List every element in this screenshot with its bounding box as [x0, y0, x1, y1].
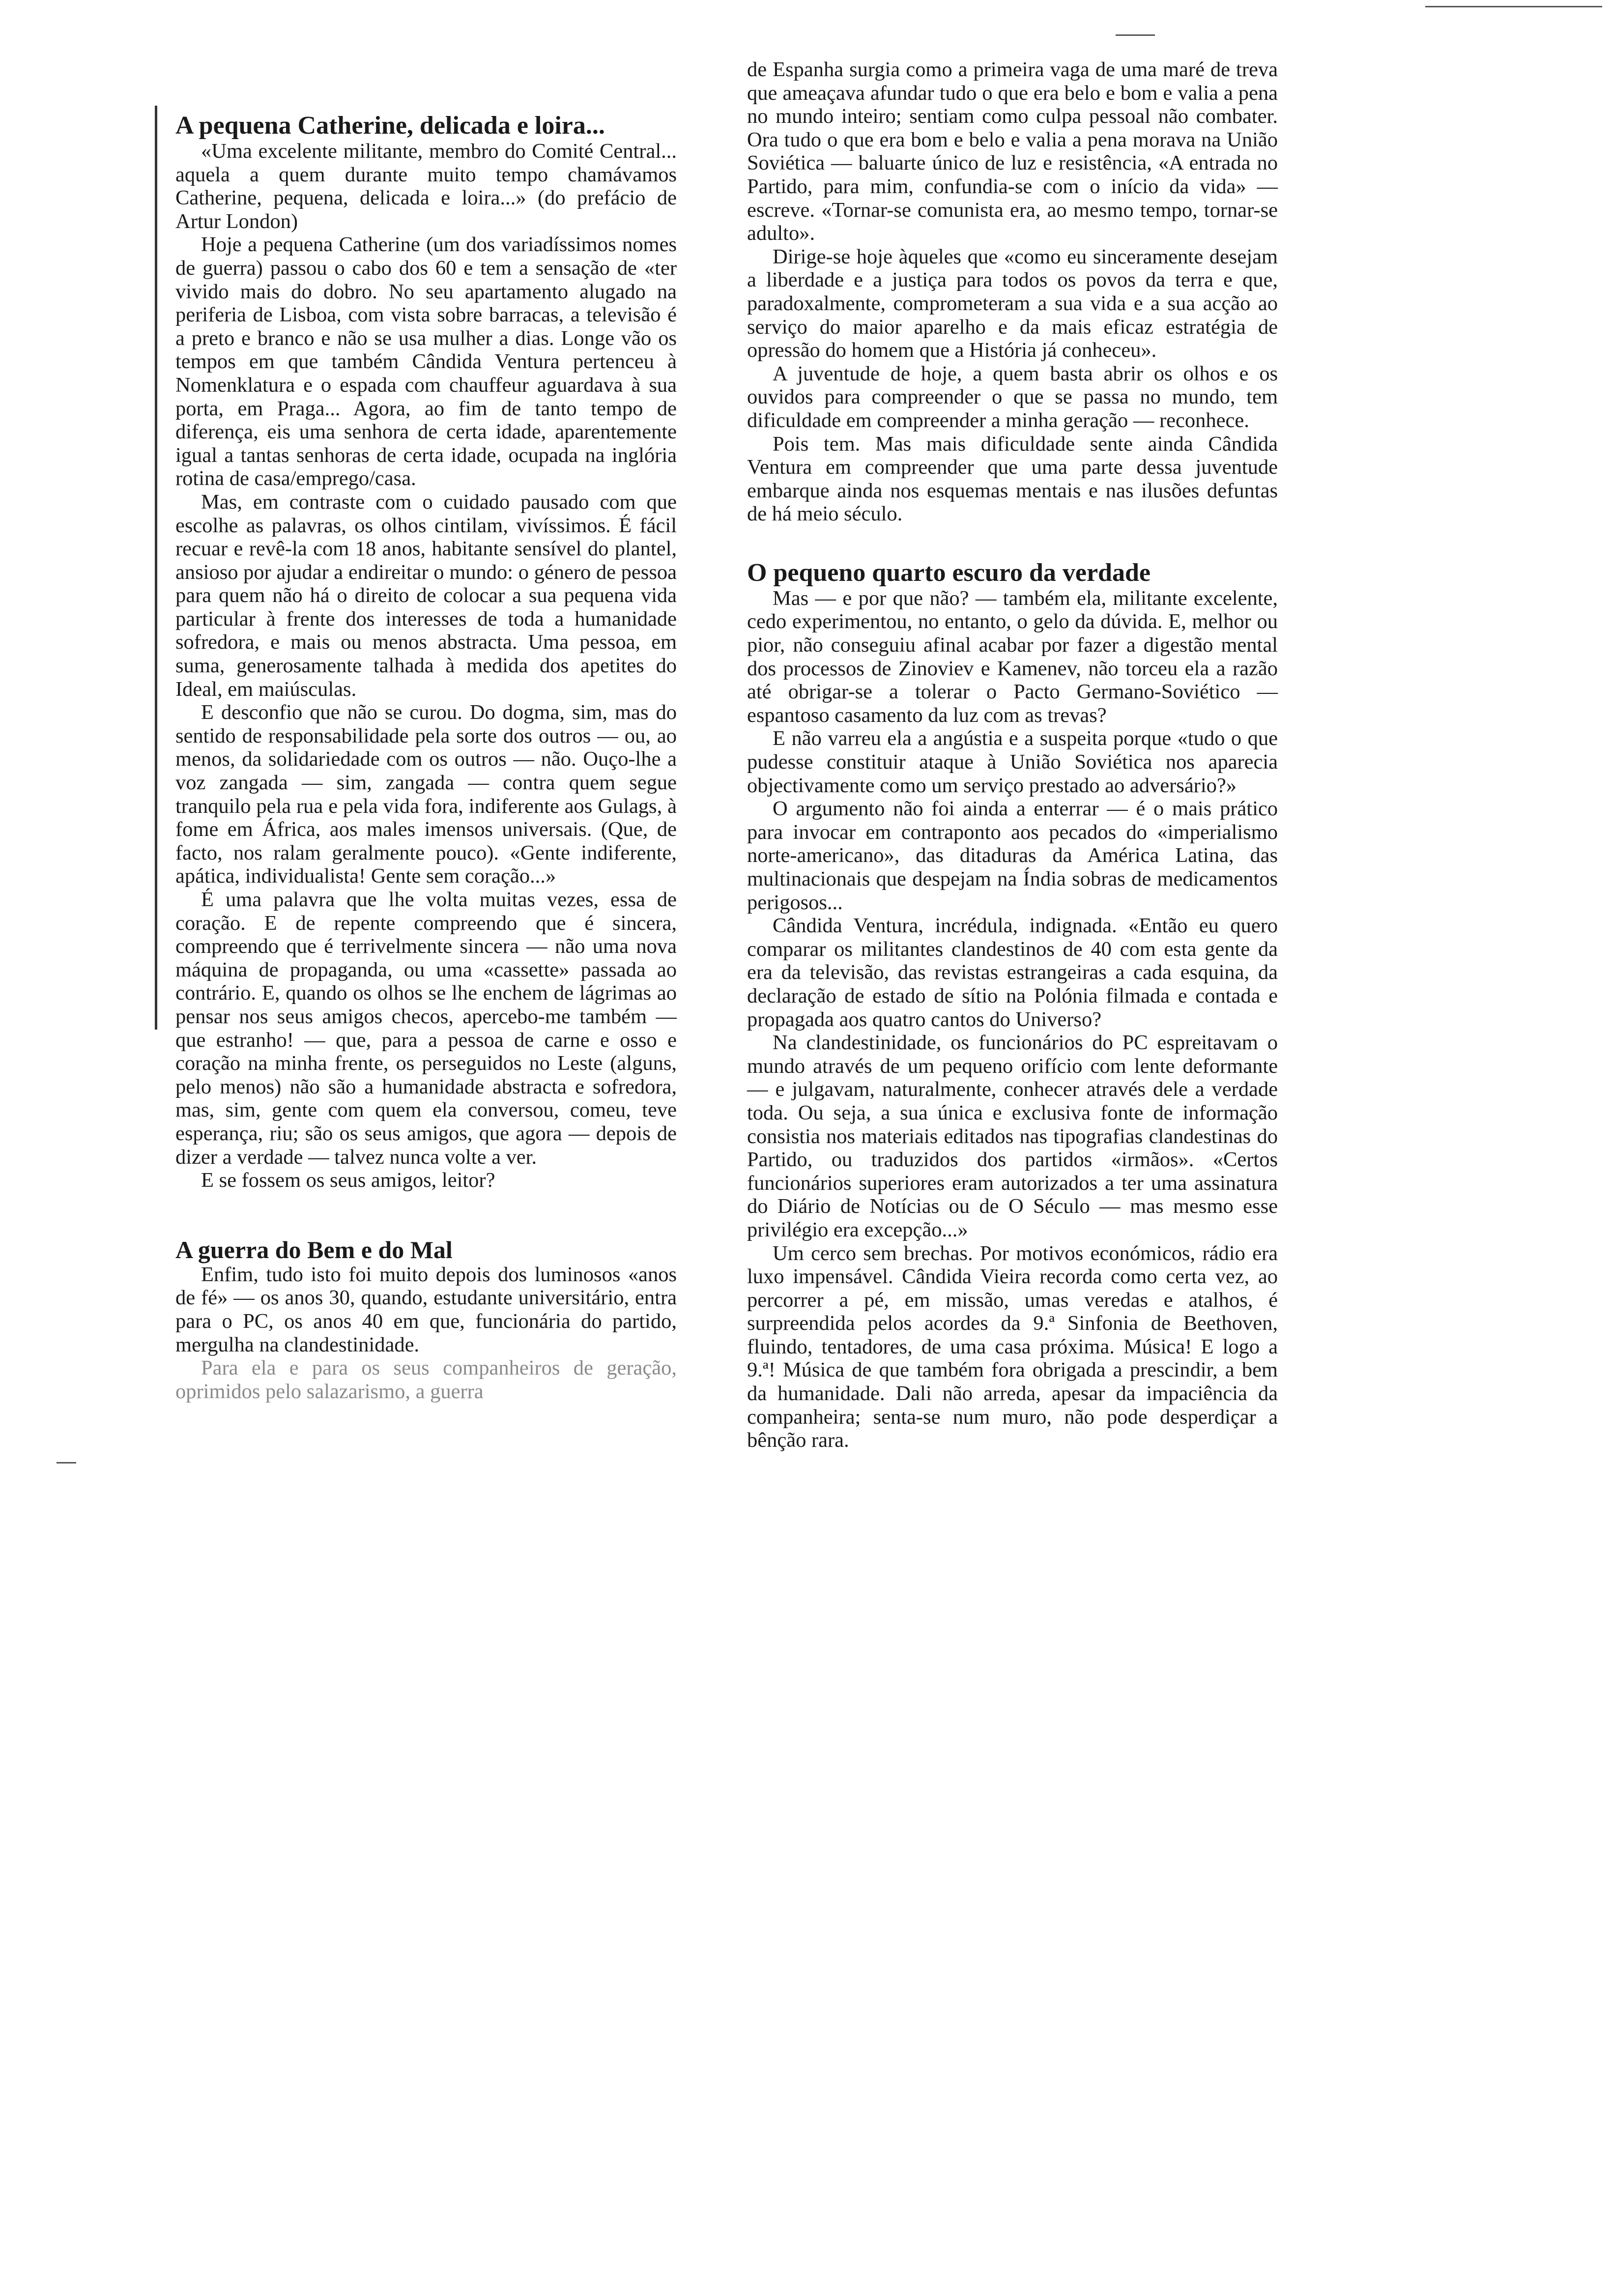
paragraph: O argumento não foi ainda a enterrar — é o mais prático para invocar em contraponto aos pecados do «imperialismo norte-americano», das ditaduras da América Latina, das multinacionais que despejam na Índia sobras de medicamentos perigosos...	[747, 797, 1278, 914]
section-heading-catherine: A pequena Catherine, delicada e loira...	[175, 112, 605, 140]
right-column	[747, 58, 1278, 1452]
paragraph: E não varreu ela a angústia e a suspeita porque «tudo o que pudesse constituir ataque à União Soviética nos aparecia objectivamente como um serviço prestado ao adversário?»	[747, 727, 1278, 797]
paragraph: Pois tem. Mas mais dificuldade sente ainda Cândida Ventura em compreender que uma parte dessa juventude embarque ainda nos esquemas mentais e nas ilusões defuntas de há meio século.	[747, 432, 1278, 526]
paragraph: Mas, em contraste com o cuidado pausado com que escolhe as palavras, os olhos cintilam, vivíssimos. É fácil recuar e revê-la com 18 anos, habitante sensível do plantel, ansioso por ajudar a endireitar o mundo: o género de pessoa para quem não há o direito de colocar a sua pequena vida particular à frente dos interesses de toda a humanidade sofredora, e mais ou menos abstracta. Uma pessoa, em suma, generosamente talhada à medida dos apetites do Ideal, em maiúsculas.	[175, 490, 677, 701]
paragraph: Enfim, tudo isto foi muito depois dos luminosos «anos de fé» — os anos 30, quando, estudante universitário, entra para o PC, os anos 40 em que, funcionária do partido, mergulha na clandestinidade.	[175, 1263, 677, 1356]
scan-dash-mark	[1116, 34, 1155, 36]
paragraph: Hoje a pequena Catherine (um dos variadíssimos nomes de guerra) passou o cabo dos 60 e tem a sensação de «ter vivido mais do dobro. No seu apartamento alugado na periferia de Lisboa, com vista sobre barracas, a televisão é a preto e branco e não se usa mulher a dias. Longe vão os tempos em que também Cândida Ventura pertenceu à Nomenklatura e o espada com chauffeur aguardava à sua porta, em Praga... Agora, ao fim de tanto tempo de diferença, eis uma senhora de certa idade, aparentemente igual a tantas senhoras de certa idade, ocupada na inglória rotina de casa/emprego/casa.	[175, 233, 677, 490]
paragraph: «Uma excelente militante, membro do Comité Central... aquela a quem durante muito tempo chamávamos Catherine, pequena, delicada e loira...» (do prefácio de Artur London)	[175, 140, 677, 233]
margin-rule	[155, 106, 157, 1030]
paragraph: Cândida Ventura, incrédula, indignada. «Então eu quero comparar os militantes clandestinos de 40 com esta gente da era da televisão, das revistas estrangeiras a cada esquina, da declaração de estado de sítio na Polónia filmada e contada e propagada aos quatro cantos do Universo?	[747, 914, 1278, 1031]
section-heading-quarto: O pequeno quarto escuro da verdade	[747, 558, 1151, 587]
paragraph: Mas — e por que não? — também ela, militante excelente, cedo experimentou, no entanto, o gelo da dúvida. E, melhor ou pior, não conseguiu afinal acabar por fazer a digestão mental dos processos de Zinoviev e Kamenev, não torceu ela a razão até obrigar-se a tolerar o Pacto Germano-Soviético — espantoso casamento da luz com as trevas?	[747, 586, 1278, 727]
left-column	[175, 112, 677, 1403]
paragraph: Dirige-se hoje àqueles que «como eu sinceramente desejam a liberdade e a justiça para todos os povos da terra e que, paradoxalmente, comprometeram a sua vida e a sua acção ao serviço do maior aparelho e da mais eficaz estratégia de opressão do homem que a História já conheceu».	[747, 245, 1278, 362]
paragraph: de Espanha surgia como a primeira vaga de uma maré de treva que ameaçava afundar tudo o que era belo e bom e valia a pena no mundo inteiro; sentiam como culpa pessoal não combater. Ora tudo o que era bom e belo e valia a pena morava na União Soviética — baluarte único de luz e resistência, «A entrada no Partido, para mim, confundia-se com o início da vida» — escreve. «Tornar-se comunista era, ao mesmo tempo, tornar-se adulto».	[747, 58, 1278, 245]
paragraph: E se fossem os seus amigos, leitor?	[201, 1169, 495, 1192]
paragraph: É uma palavra que lhe volta muitas vezes, essa de coração. E de repente compreendo que é sincera, compreendo que é terrivelmente sincera — não uma nova máquina de propaganda, ou uma «cassette» passada ao contrário. E, quando os olhos se lhe enchem de lágrimas ao pensar nos seus amigos checos, apercebo-me também — que estranho! — que, para a pessoa de carne e osso e coração na minha frente, os perseguidos no Leste (alguns, pelo menos) não são a humanidade abstracta e sofredora, mas, sim, gente com quem ela conversou, comeu, teve esperança, riu; são os seus amigos, que agora — depois de dizer a verdade — talvez nunca volte a ver.	[175, 888, 677, 1169]
paragraph: A juventude de hoje, a quem basta abrir os olhos e os ouvidos para compreender o que se passa no mundo, tem dificuldade em compreender a minha geração — reconhece.	[747, 362, 1278, 432]
paragraph: E desconfio que não se curou. Do dogma, sim, mas do sentido de responsabilidade pela sorte dos outros — ou, ao menos, da solidariedade com os outros — não. Ouço-lhe a voz zangada — sim, zangada — contra quem segue tranquilo pela rua e pela vida fora, indiferente aos Gulags, à fome em África, aos males imensos universais. (Que, de facto, nos ralam geralmente pouco). «Gente indiferente, apática, individualista! Gente sem coração...»	[175, 701, 677, 888]
scan-dash-mark-left	[57, 1462, 76, 1464]
paragraph-faded: Para ela e para os seus companheiros de geração, oprimidos pelo salazarismo, a guerra	[175, 1356, 677, 1403]
section-heading-guerra: A guerra do Bem e do Mal	[175, 1235, 453, 1263]
paragraph: Um cerco sem brechas. Por motivos económicos, rádio era luxo impensável. Cândida Vieira recorda como certa vez, ao percorrer a pé, em missão, umas veredas e atalhos, é surpreendida pelos acordes da 9.ª Sinfonia de Beethoven, fluindo, tentadores, de uma casa próxima. Música! E logo a 9.ª! Música de que também fora obrigada a prescindir, a bem da humanidade. Dali não arreda, apesar da impaciência da companheira; senta-se num muro, não pode desperdiçar a bênção rara.	[747, 1241, 1278, 1452]
scan-edge-mark	[1425, 6, 1602, 7]
paragraph: Na clandestinidade, os funcionários do PC espreitavam o mundo através de um pequeno orifício com lente deformante — e julgavam, naturalmente, conhecer através dele a verdade toda. Ou seja, a sua única e exclusiva fonte de informação consistia nos materiais editados nas tipografias clandestinas do Partido, ou traduzidos dos partidos «irmãos». «Certos funcionários superiores eram autorizados a ter uma assinatura do Diário de Notícias ou de O Século — mas mesmo esse privilégio era excepção...»	[747, 1031, 1278, 1241]
